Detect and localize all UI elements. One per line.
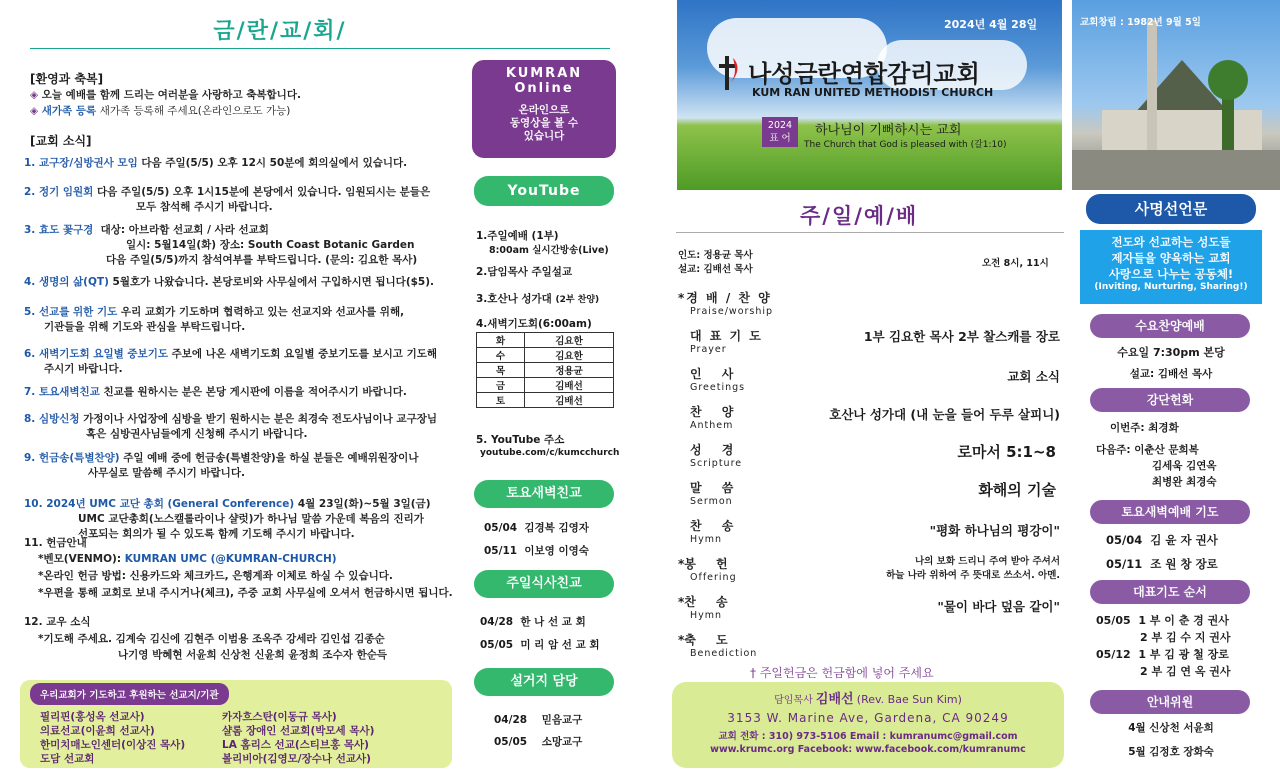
altar-next-week-2: 김세욱 김연옥 [1152, 460, 1217, 472]
bullet-icon: ◈ [30, 89, 39, 101]
mission-text: 전도와 선교하는 성도들 제자들을 양육하는 교회 사랑으로 나누는 공동체! [1108, 235, 1234, 281]
mission-en: (Inviting, Nurturing, Sharing!) [1094, 282, 1248, 292]
usher-row: 5월 김정호 장화숙 [1128, 746, 1214, 758]
worship-divider [676, 232, 1064, 233]
mission-entry: 도담 선교회 [40, 753, 95, 765]
lunch-row: 05/05 미 리 암 선 교 회 [480, 639, 600, 651]
offering-line-2: *온라인 헌금 방법: 신용카드와 체크카드, 은행계좌 이체로 하실 수 있습니다. [38, 570, 393, 582]
dawn-prayer-table [476, 332, 614, 408]
worship-row-value: 교회 소식 [1007, 369, 1060, 384]
worship-row-label: 인 사 [690, 367, 742, 381]
welcome-heading: [환영과 축복] [30, 72, 104, 86]
yt-item-1b: 8:00am 실시간방송(Live) [489, 245, 609, 256]
rep-prayer-row: 05/12 1 부 김 광 철 장로 [1096, 648, 1229, 661]
youtube-url[interactable]: youtube.com/c/kumcchurch [480, 448, 620, 458]
worship-row-label: *봉 헌 [678, 557, 736, 571]
worship-row-label: 찬 양 [690, 405, 742, 419]
worship-row [678, 365, 1062, 403]
founded-date: 교회창립 : 1982년 9월 5일 [1080, 17, 1201, 28]
church-address: 3153 W. Marine Ave, Gardena, CA 90249 [727, 711, 1009, 725]
dish-pill: 설거지 담당 [474, 668, 614, 696]
member-news-line-2: 나기영 박혜현 서윤희 신상천 신윤희 윤정희 조수자 한순득 [118, 649, 388, 661]
missions-right [222, 710, 374, 766]
title-divider [30, 48, 610, 49]
usher-row: 4월 신상천 서윤희 [1128, 722, 1214, 734]
welcome-line-1: ◈ 오늘 예배를 함께 드리는 여러분을 사랑하고 축복합니다. [30, 89, 301, 101]
news-item: 2. 정기 임원회 다음 주일(5/5) 오후 1시15분에 본당에서 있습니다. 임원되시는 분들은 모두 참석해 주시기 바랍니다. [24, 186, 431, 213]
worship-row-value: "물이 바다 덮음 같이" [937, 599, 1060, 614]
pastor-line: 담임목사 김배선 (Rev. Bae Sun Kim) [774, 692, 962, 707]
worship-row-label: *경 배 / 찬 양 [678, 291, 772, 305]
worship-row [678, 555, 1062, 593]
bullet-icon: ◈ [30, 105, 39, 117]
offering-line-1: *벤모(VENMO): KUMRAN UMC (@KUMRAN-CHURCH) [38, 553, 337, 565]
welcome-line-2: ◈ 새가족 등록 새가족 등록해 주세요(온라인으로도 가능) [30, 105, 291, 117]
worship-row-value: 호산나 성가대 (내 눈을 들어 두루 살피니) [829, 407, 1060, 422]
rep-prayer-pill: 대표기도 순서 [1090, 580, 1250, 604]
yt-item-1: 1.주일예배 (1부) [476, 230, 559, 242]
worship-row-sub: Benediction [690, 648, 758, 659]
usher-pill: 안내위원 [1090, 690, 1250, 714]
news-item: 3. 효도 꽃구경 대상: 아브라함 선교회 / 사라 선교회 일시: 5월14일(화) 장소: South Coast Botanic Garden 다음 주일(5/5)까지 참석여부를 부탁드립니다. (문의: 김요한 목사) [24, 224, 418, 266]
news-list [24, 156, 464, 551]
worship-row-sub: Offering [690, 572, 737, 583]
news-heading: [교회 소식] [30, 134, 92, 148]
building-icon [1072, 0, 1280, 190]
sat-fellowship-row: 05/04 김경복 김영자 [484, 522, 589, 534]
worship-row-sub: Scripture [690, 458, 743, 469]
worship-row-label: 말 씀 [690, 481, 742, 495]
mission-entry: 카자흐스탄(이동규 목사) [222, 711, 337, 723]
worship-row-label: 찬 송 [690, 519, 742, 533]
missions-left [40, 710, 185, 766]
worship-row-sub: Praise/worship [690, 306, 774, 317]
sat-prayer-row: 05/11 조 원 창 장로 [1106, 557, 1218, 571]
worship-row-value: 1부 김요한 목사 2부 찰스캐를 장로 [863, 329, 1060, 344]
table-row: 수 김요한 [477, 348, 614, 363]
online-subtitle: 온라인으로 동영상을 볼 수 있습니다 [509, 104, 579, 142]
news-item: 8. 심방신청 가정이나 사업장에 심방을 받기 원하시는 분은 최경숙 전도사님이나 교구장님 혹은 심방권사님들에게 신청해 주시기 바랍니다. [24, 413, 438, 440]
worship-leader: 인도: 정용균 목사 [678, 250, 753, 261]
altar-flowers-pill: 강단헌화 [1090, 388, 1250, 412]
worship-row-sub: Greetings [690, 382, 746, 393]
wed-time: 수요일 7:30pm 본당 [1117, 346, 1225, 359]
worship-row [678, 479, 1062, 517]
sat-fellowship-row: 05/11 이보영 이영숙 [484, 545, 589, 557]
worship-row-value: 나의 보화 드리니 주여 받아 주셔서 하늘 나라 위하여 주 뜻대로 쓰소서. 아멘. [886, 556, 1060, 581]
mission-entry: 의료선교(이윤희 선교사) [40, 725, 155, 737]
sat-prayer-pill: 토요새벽예배 기도 [1090, 500, 1250, 524]
rep-prayer-row: 05/05 1 부 이 춘 경 권사 [1096, 614, 1229, 627]
bulletin-title: 금/란/교/회/ [213, 19, 347, 44]
wed-preacher: 설교: 김배선 목사 [1129, 368, 1213, 380]
table-row: 화 김요한 [477, 333, 614, 348]
rep-prayer-row: 2 부 김 연 옥 권사 [1140, 665, 1231, 678]
altar-next-week: 다음주: 이춘산 문희복 [1096, 444, 1199, 456]
altar-next-week-3: 최병완 최경숙 [1152, 476, 1217, 488]
offering-line-3: *우편을 통해 교회로 보내 주시거나(체크), 주중 교회 사무실에 오셔서 헌금하시면 됩니다. [38, 587, 453, 599]
altar-this-week: 이번주: 최경화 [1110, 422, 1179, 434]
sat-prayer-row: 05/04 김 윤 자 권사 [1106, 533, 1218, 547]
worship-row [678, 631, 1062, 665]
dish-row: 05/05 소망교구 [494, 736, 583, 748]
church-name-en: KUM RAN UNITED METHODIST CHURCH [752, 86, 994, 99]
worship-preacher: 설교: 김배선 목사 [678, 264, 753, 275]
mission-entry: LA 홈리스 선교(스티브홍 목사) [222, 739, 369, 751]
worship-row-value: 화해의 기술 [978, 481, 1056, 499]
mission-statement [1080, 230, 1262, 304]
mission-entry: 한미치매노인센터(이상진 목사) [40, 739, 186, 751]
rep-prayer-row: 2 부 김 수 지 권사 [1140, 631, 1231, 644]
worship-row-sub: Sermon [690, 496, 733, 507]
mission-entry: 필리핀(홍성옥 선교사) [40, 711, 145, 723]
year-badge: 2024 표 어 [762, 117, 798, 147]
yt-item-3: 3.호산나 성가대 (2부 찬양) [476, 293, 600, 305]
offering-heading: 11. 헌금안내 [24, 537, 87, 549]
offering-note: † 주일헌금은 헌금함에 넣어 주세요 [750, 666, 934, 680]
table-row: 금 김배선 [477, 378, 614, 393]
news-item: 6. 새벽기도회 요일별 중보기도 주보에 나온 새벽기도회 요일별 중보기도를 보시고 기도해 주시기 바랍니다. [24, 348, 438, 375]
yt-item-5: 5. YouTube 주소 [476, 434, 565, 446]
worship-row-label: *축 도 [678, 633, 736, 647]
bulletin-date: 2024년 4월 28일 [944, 18, 1038, 31]
lunch-pill: 주일식사친교 [474, 570, 614, 598]
news-item: 10. 2024년 UMC 교단 총회 (General Conference) 4월 23일(화)~5월 3일(금) UMC 교단총회(노스캘롤라이나 샬럿)가 하나님 말씀 가운데 복음의 진리가 선포되는 회의가 될 수 있도록 함께 기도해 주시기 바랍니다. [24, 498, 431, 540]
order-of-worship [678, 289, 1062, 665]
church-web[interactable]: www.krumc.org Facebook: www.facebook.com/kumranumc [710, 744, 1026, 755]
worship-row [678, 517, 1062, 555]
worship-row [678, 403, 1062, 441]
lunch-row: 04/28 한 나 선 교 회 [480, 616, 586, 628]
table-row: 토 김배선 [477, 393, 614, 408]
worship-title: 주/일/예/배 [800, 204, 919, 228]
worship-row [678, 441, 1062, 479]
news-item: 5. 선교를 위한 기도 우리 교회가 기도하며 협력하고 있는 선교지와 선교사를 위해, 기관들을 위해 기도와 관심을 부탁드립니다. [24, 306, 405, 333]
motto-kr: 하나님이 기뻐하시는 교회 [815, 123, 962, 138]
sat-fellowship-pill: 토요새벽친교 [474, 480, 614, 508]
mission-tag: 우리교회가 기도하고 후원하는 선교지/기관 [30, 683, 229, 705]
mission-entry: 샬롬 장애인 선교회(박모세 목사) [222, 725, 375, 737]
worship-row-sub: Prayer [690, 344, 727, 355]
worship-row-value: "평화 하나님의 평강이" [929, 523, 1060, 538]
worship-time: 오전 8시, 11시 [982, 258, 1049, 269]
worship-row-label: 대 표 기 도 [690, 329, 763, 343]
youtube-pill: YouTube [474, 176, 614, 206]
news-item: 7. 토요새벽친교 친교를 원하시는 분은 본당 게시판에 이름을 적어주시기 바랍니다. [24, 386, 407, 398]
online-title: KUMRAN Online [505, 66, 583, 96]
worship-row-label: 성 경 [690, 443, 742, 457]
church-building-photo [1072, 0, 1280, 190]
motto-en: The Church that God is pleased with (갈1:10) [804, 140, 1007, 150]
yt-item-4: 4.새벽기도회(6:00am) [476, 318, 592, 330]
yt-item-2: 2.담임목사 주일설교 [476, 266, 573, 278]
worship-row-sub: Hymn [690, 534, 723, 545]
cross-flame-icon [717, 52, 743, 92]
member-news-line-1: *기도해 주세요. 김계숙 김신에 김현주 이범용 조옥주 강세라 김인섭 김종순 [38, 633, 385, 645]
worship-row-sub: Hymn [690, 610, 723, 621]
mission-entry: 볼리비아(김영모/장수나 선교사) [222, 753, 371, 765]
contact-box [672, 682, 1064, 768]
member-news-heading: 12. 교우 소식 [24, 616, 91, 628]
worship-row-sub: Anthem [690, 420, 734, 431]
church-name-kr: 나성금란연합감리교회 [748, 60, 980, 88]
wed-worship-pill: 수요찬양예배 [1090, 314, 1250, 338]
dish-row: 04/28 믿음교구 [494, 714, 583, 726]
news-item: 9. 헌금송(특별찬양) 주일 예배 중에 헌금송(특별찬양)을 하실 분들은 예배위원장이나 사무실로 말씀해 주시기 바랍니다. [24, 452, 419, 479]
worship-row [678, 327, 1062, 365]
worship-row-value: 로마서 5:1~8 [957, 443, 1056, 461]
news-item: 1. 교구장/심방권사 모임 다음 주일(5/5) 오후 12시 50분에 회의실에서 있습니다. [24, 157, 408, 169]
mission-pill: 사명선언문 [1086, 194, 1256, 224]
church-phone-email: 교회 전화 : 310) 973-5106 Email : kumranumc@gmail.com [718, 731, 1018, 742]
table-row: 목 정용균 [477, 363, 614, 378]
worship-row [678, 289, 1062, 327]
worship-row-label: *찬 송 [678, 595, 736, 609]
worship-row [678, 593, 1062, 631]
online-box [472, 60, 616, 158]
news-item: 4. 생명의 삶(QT) 5월호가 나왔습니다. 본당로비와 사무실에서 구입하시면 됩니다($5). [24, 276, 435, 288]
